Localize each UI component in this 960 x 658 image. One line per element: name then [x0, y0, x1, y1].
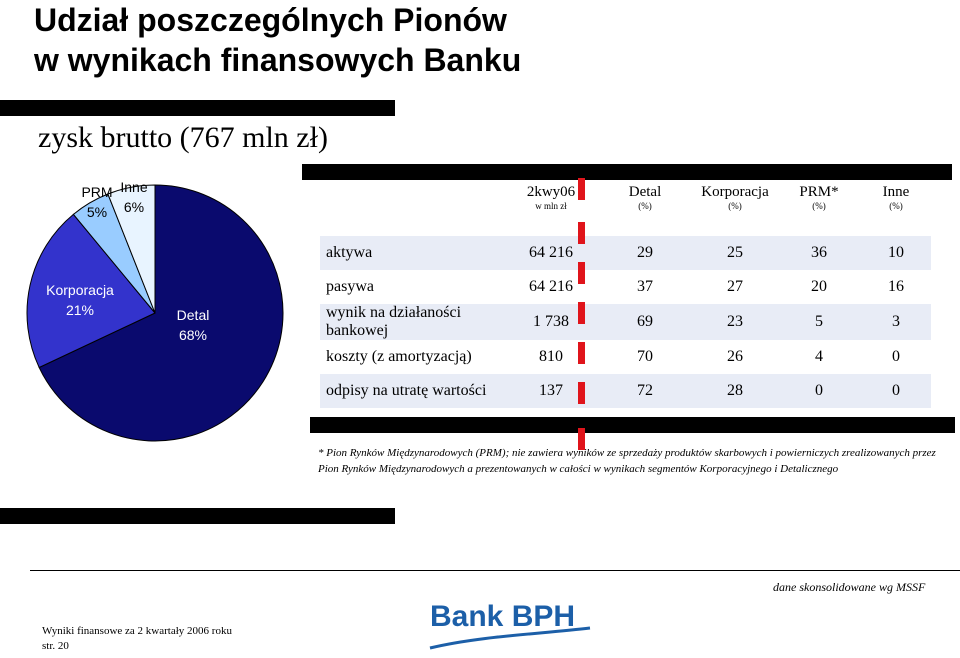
chart-subtitle: zysk brutto (767 mln zł) [38, 121, 328, 154]
header-main: Detal [628, 184, 662, 200]
row-label: pasywa [326, 278, 374, 295]
divider-bar-mid [310, 417, 955, 433]
red-marker [578, 382, 585, 404]
row-value: 137 [505, 374, 597, 408]
table-header-detal [597, 184, 693, 236]
row-value: 64 216 [529, 278, 573, 295]
red-marker [578, 342, 585, 364]
row-label: aktywa [320, 236, 505, 270]
row-inne: 0 [861, 374, 931, 408]
bank-bph-logo [430, 600, 590, 654]
red-marker [578, 178, 585, 200]
divider-bar-top-left [0, 100, 395, 116]
row-korporacja: 26 [727, 348, 743, 365]
footer-report-title: Wyniki finansowe za 2 kwartały 2006 roku [42, 625, 232, 637]
table-header-prm [777, 184, 861, 236]
row-korporacja: 28 [693, 374, 777, 408]
row-inne: 16 [888, 278, 904, 295]
divider-bar-bottom-left [0, 508, 395, 524]
page-title [34, 0, 521, 80]
logo-text: Bank BPH [430, 600, 576, 633]
header-sub: (%) [812, 201, 826, 211]
header-sub: (%) [889, 201, 903, 211]
footer-page-number: str. 20 [42, 640, 69, 652]
pie-label-detal: Detal [176, 307, 210, 323]
header-main: PRM* [799, 184, 839, 200]
row-value: 1 738 [505, 304, 597, 340]
row-inne: 0 [892, 348, 900, 365]
pie-chart [0, 179, 300, 433]
row-prm: 5 [777, 304, 861, 340]
row-korporacja: 27 [727, 278, 743, 295]
source-note: dane skonsolidowane wg MSSF [773, 580, 926, 594]
footnote: * Pion Rynków Międzynarodowych (PRM); nie zawiera wyników ze sprzedaży produktów skarbowych i powierniczych zrealizowanych przez Pion Rynków Międzynarodowych a prezentowanych w całości w wynikach segmentów Korporacyjnego i Detalicznego [318, 447, 936, 475]
pie-value-detal: 68% [178, 327, 208, 343]
row-label: odpisy na utratę wartości [320, 374, 505, 408]
header-sub: w mln zł [535, 201, 567, 211]
divider-bar-top-right [302, 164, 952, 180]
title-line-2: w wynikach finansowych Banku [34, 42, 522, 78]
pie-label-korporacja: Korporacja [46, 282, 114, 298]
table-header-inne [861, 184, 931, 236]
row-prm: 20 [811, 278, 827, 295]
table-row [320, 340, 931, 374]
financial-table [320, 184, 931, 408]
header-main: 2kwy06 [526, 184, 576, 200]
pie-value-prm: 5% [86, 204, 108, 220]
row-detal: 72 [597, 374, 693, 408]
footer-rule [30, 570, 960, 571]
row-detal: 37 [637, 278, 653, 295]
row-korporacja: 25 [693, 236, 777, 270]
header-main: Korporacja [701, 184, 769, 200]
pie-value-korporacja: 21% [65, 302, 95, 318]
table-row [320, 374, 931, 408]
row-inne: 10 [861, 236, 931, 270]
red-marker [578, 222, 585, 244]
row-prm: 4 [815, 348, 823, 365]
row-value: 810 [539, 348, 563, 365]
title-line-1: Udział poszczególnych Pionów [34, 2, 507, 38]
table-row [320, 270, 931, 304]
row-detal: 70 [637, 348, 653, 365]
table-header-korporacja [693, 184, 777, 236]
header-main: Inne [882, 184, 910, 200]
red-marker [578, 262, 585, 284]
table-header-label [320, 184, 505, 236]
row-label: wynik na działaności bankowej [320, 304, 505, 340]
table-row [320, 236, 931, 270]
pie-label-prm: PRM [81, 184, 113, 200]
row-prm: 36 [777, 236, 861, 270]
row-inne: 3 [861, 304, 931, 340]
row-value: 64 216 [505, 236, 597, 270]
row-korporacja: 23 [693, 304, 777, 340]
row-detal: 29 [597, 236, 693, 270]
row-label: koszty (z amortyzacją) [326, 348, 472, 365]
pie-value-inne: 6% [123, 199, 145, 215]
pie-label-inne: Inne [120, 179, 148, 195]
footer-info [42, 624, 232, 654]
header-sub: (%) [638, 201, 652, 211]
table-row [320, 304, 931, 340]
row-prm: 0 [777, 374, 861, 408]
table-header-row [320, 184, 931, 236]
header-sub: (%) [728, 201, 742, 211]
row-detal: 69 [597, 304, 693, 340]
red-marker [578, 302, 585, 324]
